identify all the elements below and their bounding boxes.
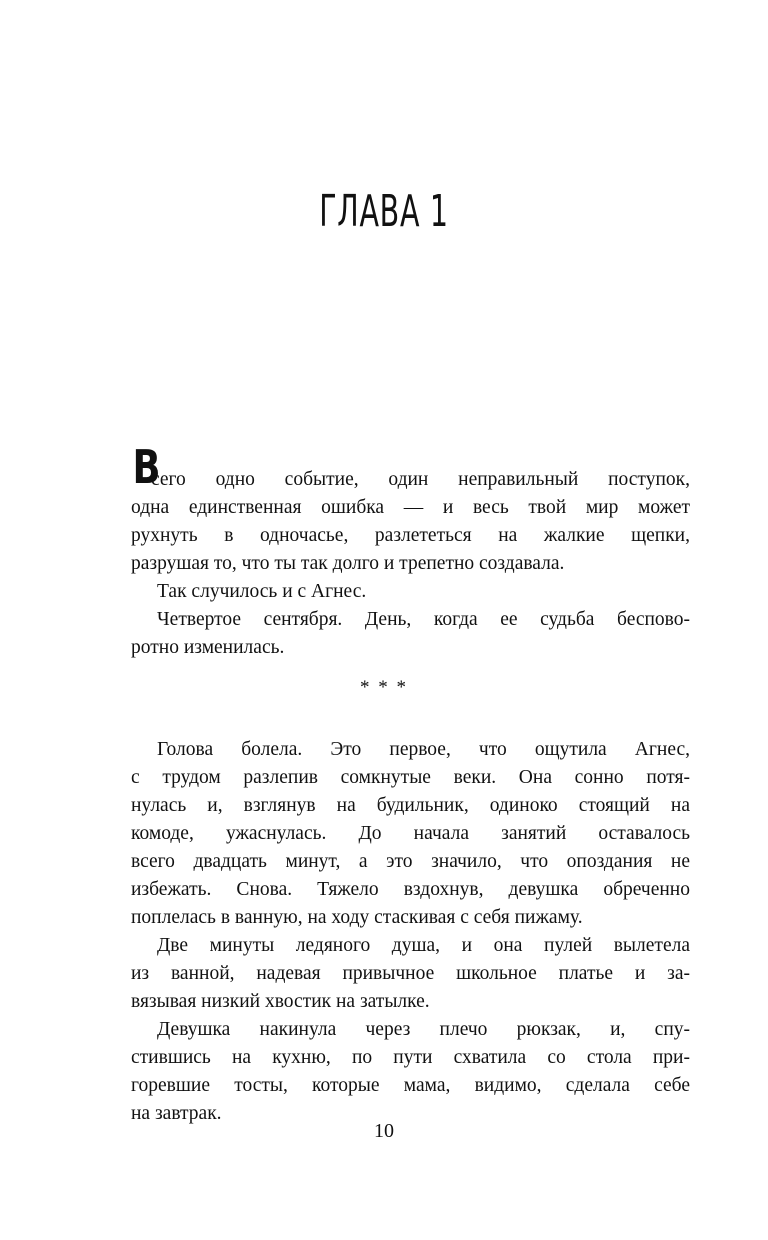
text-line: избежать. Снова. Тяжело вздохнув, девушка обреченно bbox=[131, 879, 690, 900]
text-line: комоде, ужаснулась. До начала занятий оставалось bbox=[131, 823, 690, 844]
text-line: нулась и, взглянув на будильник, одиноко стоящий на bbox=[131, 795, 690, 816]
text-line: разрушая то, что ты так долго и трепетно создавала. bbox=[131, 553, 565, 574]
section-separator: * * * bbox=[360, 677, 408, 698]
text-line bbox=[131, 440, 690, 494]
text-line: всего двадцать минут, а это значило, что опоздания не bbox=[131, 851, 690, 872]
text-line: из ванной, надевая привычное школьное платье и за- bbox=[131, 963, 690, 984]
text-line-content: сего одно событие, один неправильный поступок, bbox=[151, 469, 690, 490]
second-section bbox=[131, 736, 690, 1128]
text-line: с трудом разлепив сомкнутые веки. Она сонно потя- bbox=[131, 767, 690, 788]
text-line: Девушка накинула через плечо рюкзак, и, спу- bbox=[157, 1019, 690, 1040]
text-line: одна единственная ошибка — и весь твой мир может bbox=[131, 497, 690, 518]
text-line: вязывая низкий хвостик на затылке. bbox=[131, 991, 430, 1012]
text-line: Так случилось и с Агнес. bbox=[157, 581, 367, 602]
text-line: ротно изменилась. bbox=[131, 637, 285, 658]
text-line: стившись на кухню, по пути схватила со стола при- bbox=[131, 1047, 690, 1068]
text-line: рухнуть в одночасье, разлететься на жалкие щепки, bbox=[131, 525, 690, 546]
text-line: поплелась в ванную, на ходу стаскивая с себя пижаму. bbox=[131, 907, 583, 928]
text-line: Четвертое сентября. День, когда ее судьба беспово- bbox=[157, 609, 690, 630]
page-number: 10 bbox=[374, 1120, 394, 1142]
text-line: Голова болела. Это первое, что ощутила Агнес, bbox=[157, 739, 690, 760]
text-line: на завтрак. bbox=[131, 1103, 222, 1124]
opening-paragraphs bbox=[131, 440, 690, 662]
drop-cap: В bbox=[132, 440, 161, 494]
chapter-title: ГЛАВА 1 bbox=[319, 186, 449, 237]
text-line: Две минуты ледяного душа, и она пулей вылетела bbox=[157, 935, 690, 956]
text-line: горевшие тосты, которые мама, видимо, сделала себе bbox=[131, 1075, 690, 1096]
